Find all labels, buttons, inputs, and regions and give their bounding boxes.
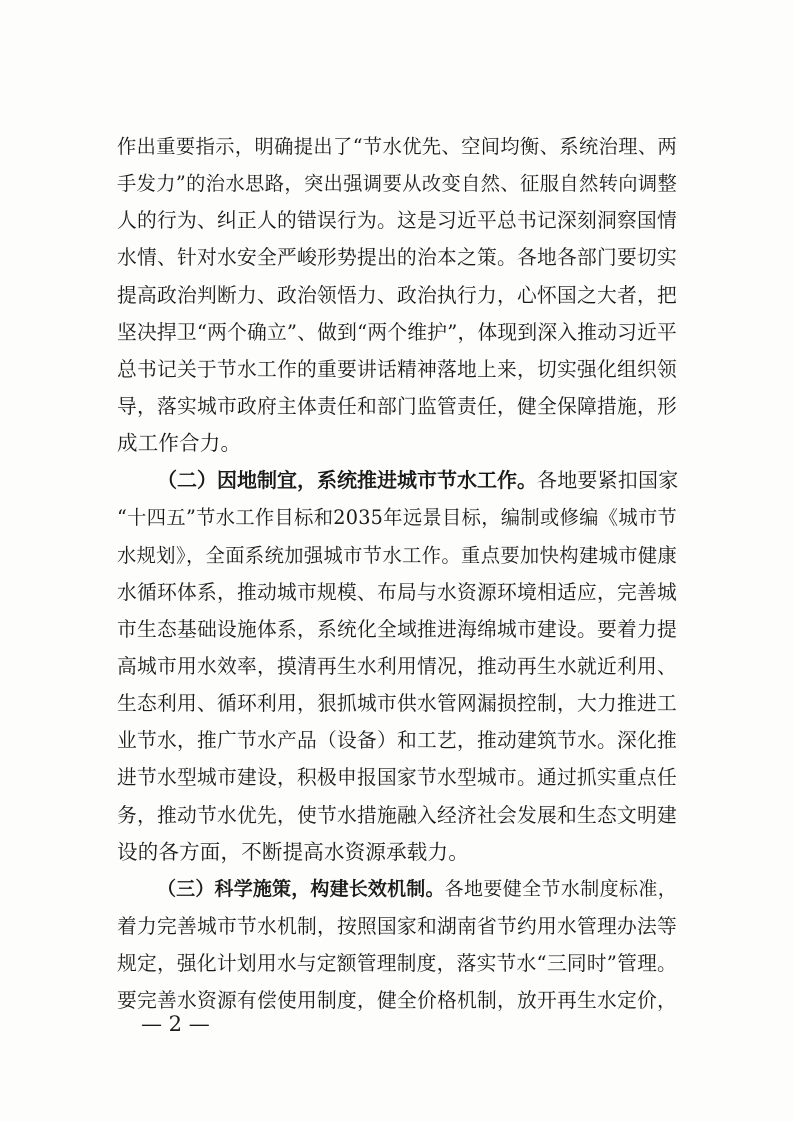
text-line: 提高政治判断力、政治领悟力、政治执行力，心怀国之大者，把 xyxy=(117,283,677,307)
text-line: 业节水，推广节水产品（设备）和工艺，推动建筑节水。深化推 xyxy=(117,729,677,753)
text-line: 要完善水资源有偿使用制度，健全价格机制，放开再生水定价， xyxy=(117,989,677,1013)
section-heading-line xyxy=(117,462,677,499)
body-text xyxy=(117,128,677,1019)
text-line: 高城市用水效率，摸清再生水利用情况，推动再生水就近利用、 xyxy=(117,654,677,678)
text-line: 人的行为、纠正人的错误行为。这是习近平总书记深刻洞察国情 xyxy=(117,209,677,233)
text-line: 生态利用、循环利用，狠抓城市供水管网漏损控制，大力推进工 xyxy=(117,692,677,716)
text-line: 市生态基础设施体系，系统化全域推进海绵城市建设。要着力提 xyxy=(117,617,677,641)
section-heading-line xyxy=(117,871,677,908)
text-line: 水循环体系，推动城市规模、布局与水资源环境相适应，完善城 xyxy=(117,580,677,604)
text-line: 导，落实城市政府主体责任和部门监管责任，健全保障措施，形 xyxy=(117,394,677,418)
text-line: “十四五”节水工作目标和2035年远景目标，编制或修编《城市节 xyxy=(117,506,677,530)
text-line: 手发力”的治水思路，突出强调要从改变自然、征服自然转向调整 xyxy=(117,172,677,196)
text-line: 进节水型城市建设，积极申报国家节水型城市。通过抓实重点任 xyxy=(117,766,677,790)
text-line: 规定，强化计划用水与定额管理制度，落实节水“三同时”管理。 xyxy=(117,952,677,976)
text-line: 作出重要指示，明确提出了“节水优先、空间均衡、系统治理、两 xyxy=(117,135,677,158)
text-line: 设的各方面，不断提高水资源承载力。 xyxy=(117,839,469,864)
section-heading-rest: 各地要紧扣国家 xyxy=(537,468,679,493)
section-heading-rest: 各地要健全节水制度标准， xyxy=(444,877,677,900)
text-line: 务，推动节水优先，使节水措施融入经济社会发展和生态文明建 xyxy=(117,803,677,827)
section-heading: （二）因地制宜，系统推进城市节水工作。 xyxy=(157,468,537,493)
text-line: 水情、针对水安全严峻形势提出的治本之策。各地各部门要切实 xyxy=(117,246,677,270)
text-line: 总书记关于节水工作的重要讲话精神落地上来，切实强化组织领 xyxy=(117,357,677,381)
text-line: 着力完善城市节水机制，按照国家和湖南省节约用水管理办法等 xyxy=(117,914,677,938)
text-line: 成工作合力。 xyxy=(117,431,242,456)
text-line: 水规划》，全面系统加强城市节水工作。重点要加快构建城市健康 xyxy=(117,543,677,567)
section-heading: （三）科学施策，构建长效机制。 xyxy=(157,877,445,900)
page-number: — 2 — xyxy=(141,1012,210,1036)
text-line: 坚决捍卫“两个确立”、做到“两个维护”，体现到深入推动习近平 xyxy=(117,320,677,344)
